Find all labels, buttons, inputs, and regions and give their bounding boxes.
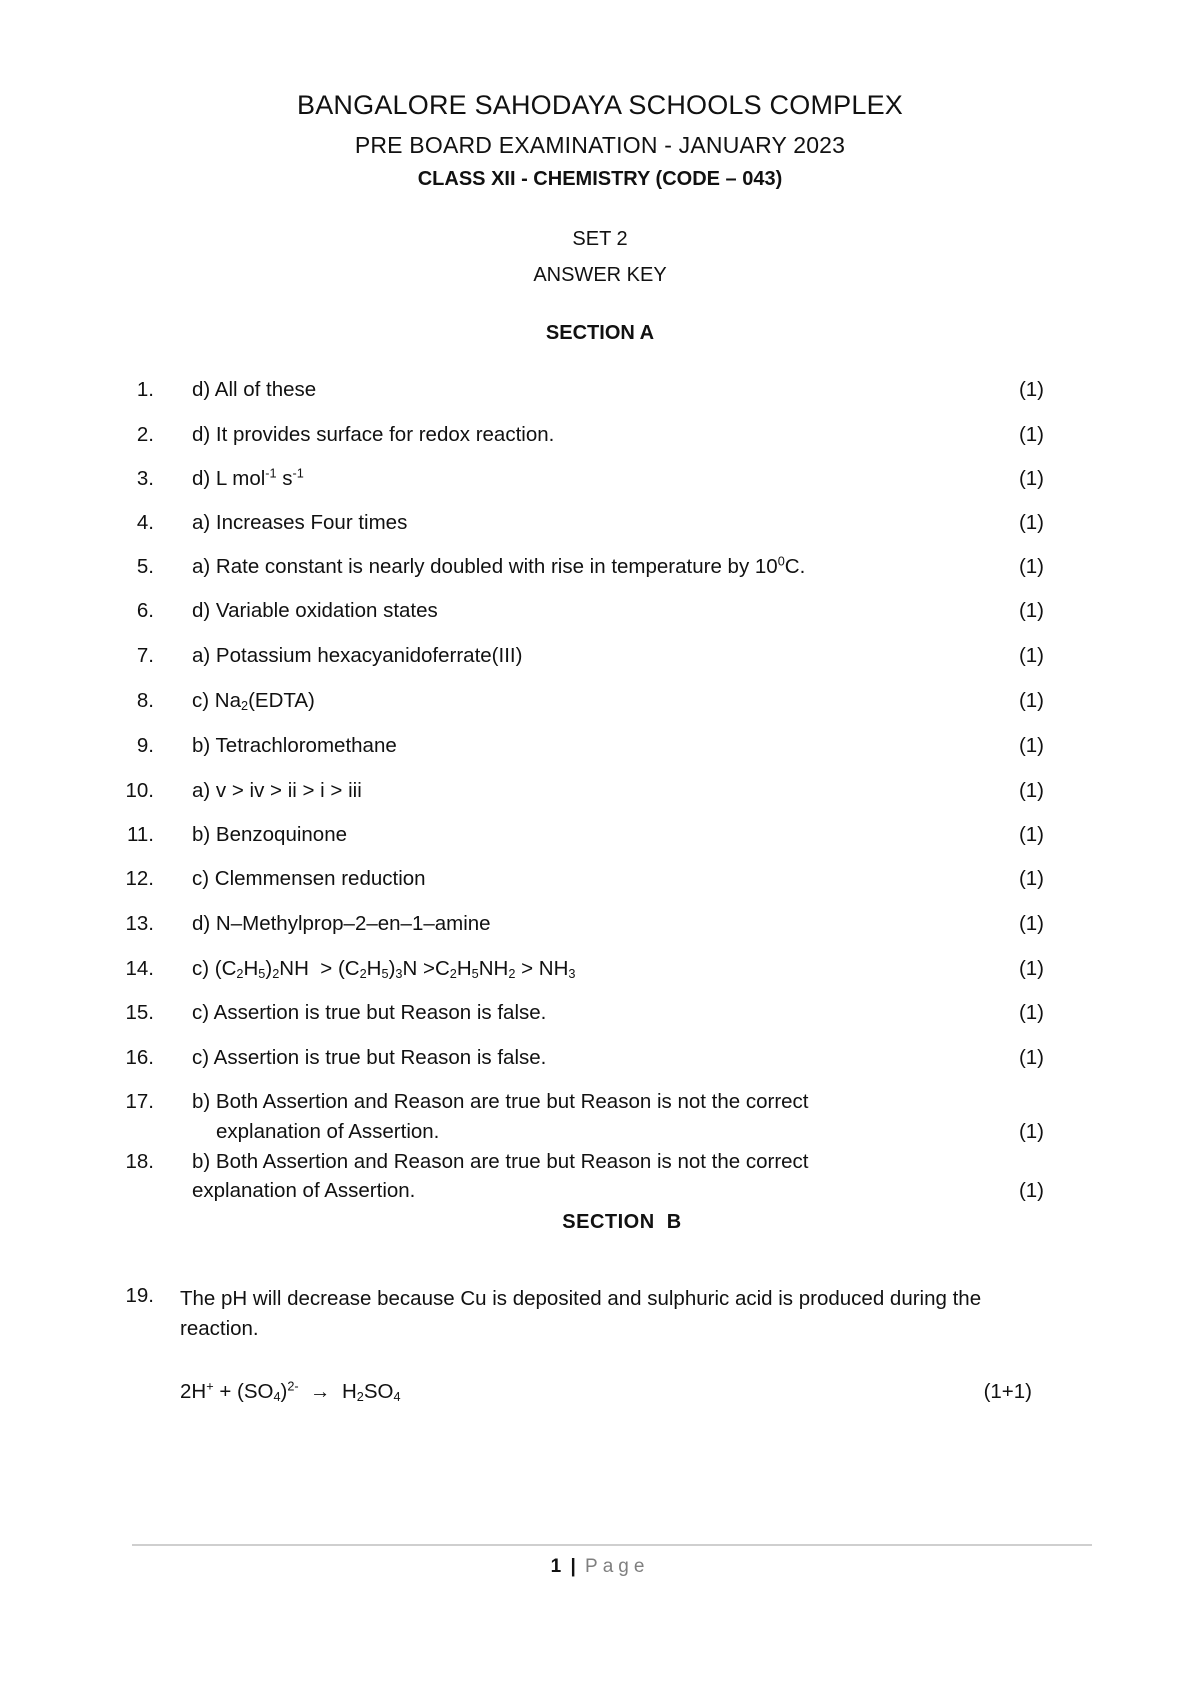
answer-text: b) Both Assertion and Reason are true but Reason is not the correct xyxy=(192,1090,809,1113)
school-title: BANGALORE SAHODAYA SCHOOLS COMPLEX xyxy=(297,90,903,120)
page-word: Page xyxy=(585,1556,650,1577)
answer-text: The pH will decrease because Cu is deposited and sulphuric acid is produced during the reaction. xyxy=(180,1287,982,1340)
answer-text: c) Assertion is true but Reason is false. xyxy=(192,1001,547,1024)
question-number: 2. xyxy=(136,423,154,446)
exam-title: PRE BOARD EXAMINATION - JANUARY 2023 xyxy=(354,132,846,158)
answer-text: d) Variable oxidation states xyxy=(192,599,438,622)
answer-text: a) Increases Four times xyxy=(192,511,408,534)
page-number: 1 xyxy=(550,1556,562,1577)
answer-text: a) Rate constant is nearly doubled with rise in temperature by $10^0C$. xyxy=(192,553,806,578)
answer-text: b) Benzoquinone xyxy=(192,823,348,846)
question-number: 1. xyxy=(136,378,154,401)
footer-divider xyxy=(132,1544,1092,1546)
question-number: 6. xyxy=(136,599,154,622)
answer-text-line2: explanation of Assertion. xyxy=(216,1120,440,1143)
question-number: 18. xyxy=(125,1150,154,1173)
answer-text: d) It provides surface for redox reaction. xyxy=(192,423,555,446)
section-a-heading: SECTION A xyxy=(545,322,655,344)
question-number: 8. xyxy=(136,689,154,712)
answer-text: c) Clemmensen reduction xyxy=(192,867,426,890)
question-number: 19. xyxy=(125,1284,154,1307)
question-number: 5. xyxy=(136,555,154,578)
answer-text: a) Potassium hexacyanidoferrate(III) xyxy=(192,644,523,667)
section-b-heading: SECTION B xyxy=(562,1211,682,1233)
answer-text: d) N–Methylprop–2–en–1–amine xyxy=(192,912,491,935)
answer-text: c) $Na_2(EDTA)$ xyxy=(192,689,315,714)
class-subject-line: CLASS XII - CHEMISTRY (CODE – 043) xyxy=(417,168,783,190)
marks: (1+1) xyxy=(983,1380,1032,1403)
question-number: 14. xyxy=(125,957,154,980)
question-number: 15. xyxy=(125,1001,154,1024)
answer-text: a) v > iv > ii > i > iii xyxy=(192,779,362,802)
question-number: 7. xyxy=(136,644,154,667)
answer-text: c) Assertion is true but Reason is false. xyxy=(192,1046,547,1069)
page-footer xyxy=(0,1556,1200,1578)
answer-key-page: BANGALORE SAHODAYA SCHOOLS COMPLEX PRE BOARD EXAMINATION - JANUARY 2023 CLASS XII - CHEMISTRY (CODE – 043) SET 2 ANSWER KEY SECTION A 1. d) All of these (1) 2. d) It provides surface for redox reaction. (1) 3. d) L mol$^{-1}$ $s^{-1}$ (1) 4. a) Increases Four times (1) 5. a) Rate constant is nearly doubled with rise in temperature by $10^0C$. (1) 6. d) Variable oxidation states (1) 7. a) Potassium hexacyanidoferrate(III) (1) 8. c) $Na_2(EDTA)$ (1) 9. b) Tetrachloromethane (1) 10. a) v > iv > ii > i > iii (1) 11. b) Benzoquinone (1) 12. c) Clemmensen reduction (1) 13. d) N–Methylprop–2–en–1–amine (1) 14. c) $(C_2H_5)_2NH > (C_2H_5)_3N >C_2H_5NH_2 > NH_3$ (1) 15. c) Assertion is true but Reason is false. (1) 16. c) Assertion is true but Reason is false. (1) 17. b) Both Assertion and Reason are true but Reason is not the correct explanation of Assertion. (1) 18. b) Both Assertion and Reason are true but Reason is not the correct explanation of Assertion. (1) SECTION B 19. The pH will decrease because Cu is deposited and sulphuric acid is produced during the reaction. $2H^+ + (SO_4)^{2-} \to H_2SO_4$ (1+1) 1 | Page xyxy=(0,0,1200,1696)
footer-separator: | xyxy=(570,1556,576,1577)
answer-text: d) All of these xyxy=(192,378,317,401)
answer-text: b) Tetrachloromethane xyxy=(192,734,397,757)
question-number: 12. xyxy=(125,867,154,890)
answer-text: d) L mol$^{-1}$ $s^{-1}$ xyxy=(192,465,304,490)
answer-key-label: ANSWER KEY xyxy=(533,264,667,286)
question-number: 3. xyxy=(136,467,154,490)
question-number: 10. xyxy=(125,779,154,802)
question-number: 16. xyxy=(125,1046,154,1069)
question-number: 11. xyxy=(127,823,154,846)
answer-text-line2: explanation of Assertion. xyxy=(192,1179,416,1202)
answer-text: b) Both Assertion and Reason are true but Reason is not the correct xyxy=(192,1150,809,1173)
set-label: SET 2 xyxy=(572,228,628,250)
question-number: 13. xyxy=(125,912,154,935)
answer-text: c) $(C_2H_5)_2NH > (C_2H_5)_3N >C_2H_5NH_2 > NH_3$ xyxy=(192,957,576,982)
chemical-equation: $2H^+ + (SO_4)^{2-} \to H_2SO_4$ xyxy=(180,1378,401,1405)
question-number: 17. xyxy=(125,1090,154,1113)
question-number: 9. xyxy=(136,734,154,757)
question-number: 4. xyxy=(136,511,154,534)
